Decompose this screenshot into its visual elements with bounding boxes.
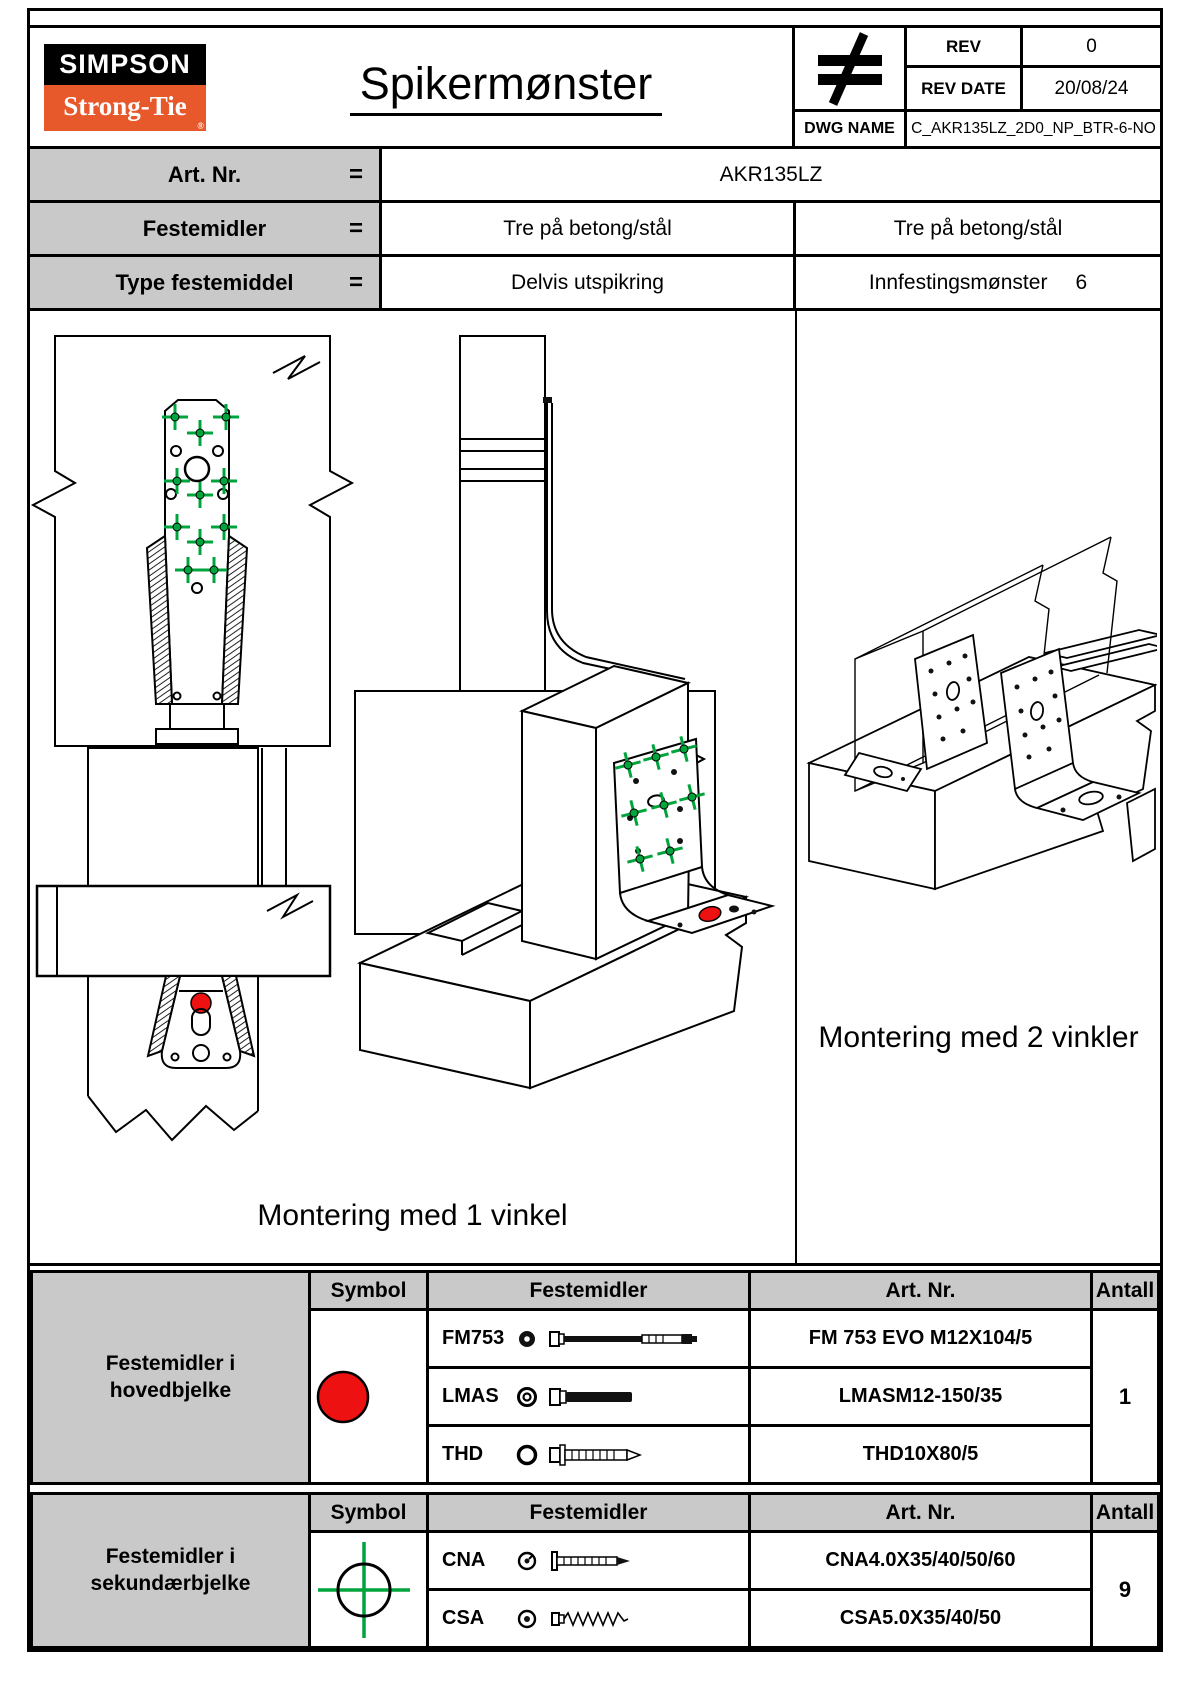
lmas-bolt-icon <box>548 1383 708 1411</box>
brand-logo <box>30 28 220 146</box>
table-row <box>428 1590 750 1648</box>
csa-end-icon <box>516 1608 538 1630</box>
one-angle-drawing <box>30 311 795 1263</box>
table-row <box>428 1310 750 1368</box>
col-header-symbol: Symbol <box>310 1272 428 1310</box>
drawing-sheet <box>27 8 1163 1652</box>
type-value-a: Delvis utspikring <box>382 257 796 308</box>
panel-one-angle <box>30 311 797 1263</box>
fastener-art-nr: THD10X80/5 <box>750 1426 1092 1484</box>
info-row-artnr <box>30 149 1160 203</box>
col-header-fastener: Festemidler <box>428 1272 750 1310</box>
lmas-end-icon <box>516 1386 538 1408</box>
panel-two-angles <box>797 311 1160 1263</box>
fastener-art-nr: CNA4.0X35/40/50/60 <box>750 1532 1092 1590</box>
fastener-code: CSA <box>442 1607 485 1629</box>
pattern-number: 6 <box>1075 270 1088 294</box>
fastener-code: CNA <box>442 1549 486 1571</box>
red-dot-symbol <box>310 1310 428 1484</box>
fm753-bolt-icon <box>548 1325 708 1353</box>
fastener-code: FM753 <box>442 1327 505 1349</box>
col-header-qty: Antall <box>1092 1494 1159 1532</box>
thd-end-icon <box>516 1444 538 1466</box>
title-block <box>792 28 1160 146</box>
fastener-table-main-beam <box>30 1270 1160 1485</box>
thd-bolt-icon <box>548 1441 708 1469</box>
fm753-end-icon <box>516 1328 538 1350</box>
artnr-label: Art. Nr. = <box>30 149 382 200</box>
pattern-label: Innfestingsmønster <box>868 270 1048 294</box>
green-crosshair-symbol <box>310 1532 428 1648</box>
dwg-name-label: DWG NAME <box>795 112 907 146</box>
festemidler-value-a: Tre på betong/stål <box>382 203 796 254</box>
caption-one-angle: Montering med 1 vinkel <box>257 1199 568 1232</box>
bracket-profile <box>547 403 685 685</box>
dwg-name-value: C_AKR135LZ_2D0_NP_BTR-6-NO <box>911 120 1156 137</box>
col-header-symbol: Symbol <box>310 1494 428 1532</box>
fastener-table-secondary-beam <box>30 1492 1160 1649</box>
angle-bracket-bottom <box>148 976 254 1068</box>
table-row <box>428 1532 750 1590</box>
info-row-type <box>30 257 1160 311</box>
rev-label: REV <box>907 28 1023 68</box>
rev-date-label: REV DATE <box>907 68 1023 112</box>
broken-end <box>88 1096 258 1140</box>
rev-value: 0 <box>1023 28 1160 68</box>
not-equal-icon <box>795 28 907 112</box>
qty-secondary-beam: 9 <box>1092 1532 1159 1648</box>
fastener-code: LMAS <box>442 1385 499 1407</box>
equals-sign: = <box>348 214 363 242</box>
table-row <box>428 1426 750 1484</box>
fastener-code: THD <box>442 1443 484 1465</box>
cna-nail-icon <box>548 1547 708 1575</box>
col-header-fastener: Festemidler <box>428 1494 750 1532</box>
csa-screw-icon <box>548 1605 708 1633</box>
brand-name-top: SIMPSON <box>44 44 206 85</box>
caption-two-angles: Montering med 2 vinkler <box>818 1021 1139 1054</box>
table-row <box>428 1368 750 1426</box>
artnr-value: AKR135LZ <box>719 162 823 186</box>
equals-sign: = <box>348 160 363 188</box>
equals-sign: = <box>348 268 363 296</box>
sheet-header <box>30 25 1160 149</box>
registered-mark: ® <box>197 120 204 131</box>
col-header-art: Art. Nr. <box>750 1272 1092 1310</box>
two-angle-drawing <box>797 311 1157 1263</box>
pattern-cell <box>796 257 1160 308</box>
cna-end-icon <box>516 1550 538 1572</box>
festemidler-value-b: Tre på betong/stål <box>893 216 1063 240</box>
rev-date-value: 20/08/24 <box>1023 68 1160 112</box>
table-row-label: Festemidler i hovedbjelke <box>32 1272 310 1484</box>
page-title: Spikermønster <box>350 58 663 116</box>
qty-main-beam: 1 <box>1092 1310 1159 1484</box>
drawing-area <box>30 311 1160 1266</box>
type-label: Type festemiddel = <box>30 257 382 308</box>
festemidler-label: Festemidler = <box>30 203 382 254</box>
info-table <box>30 149 1160 311</box>
table-row-label: Festemidler i sekundærbjelke <box>32 1494 310 1648</box>
fastener-art-nr: CSA5.0X35/40/50 <box>750 1590 1092 1648</box>
fastener-art-nr: FM 753 EVO M12X104/5 <box>750 1310 1092 1368</box>
col-header-art: Art. Nr. <box>750 1494 1092 1532</box>
brand-name-bottom: Strong-Tie ® <box>44 85 206 131</box>
info-row-festemidler <box>30 203 1160 257</box>
fastener-art-nr: LMASM12-150/35 <box>750 1368 1092 1426</box>
col-header-qty: Antall <box>1092 1272 1159 1310</box>
